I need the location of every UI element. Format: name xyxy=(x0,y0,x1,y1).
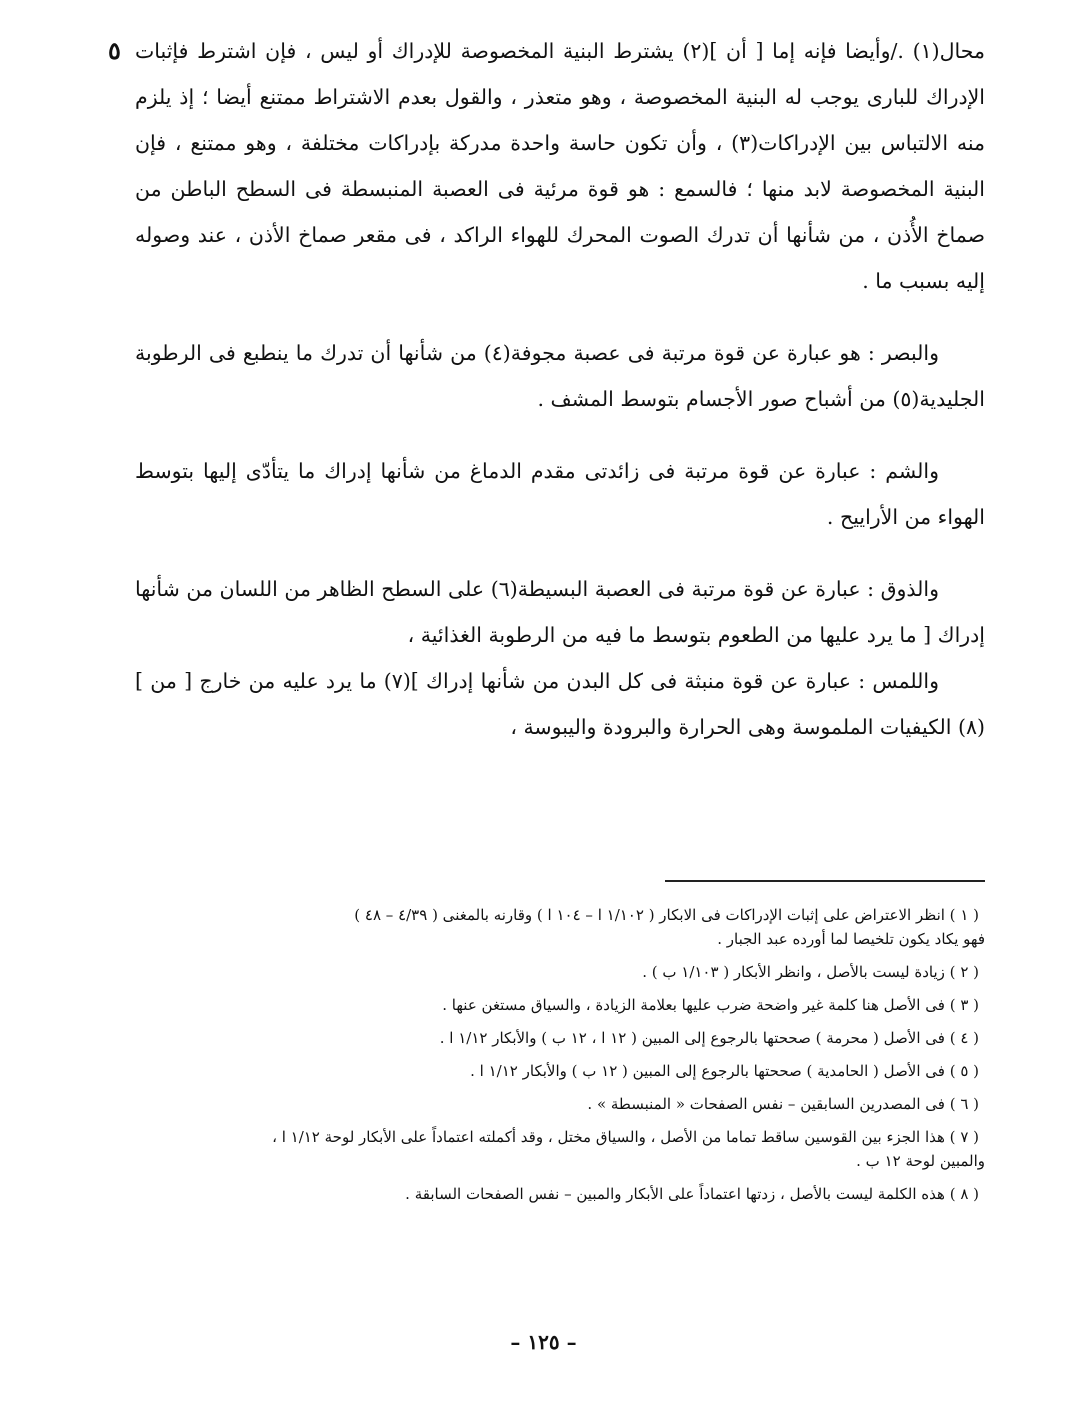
footnote-text: ( ٧ ) هذا الجزء بين القوسين ساقط تماما من الأصل ، والسياق مختل ، وقد أكملته اعتماداً على الأبكار لوحة ١/١٢ ا ، xyxy=(272,1128,979,1146)
footnote-continuation: فهو يكاد يكون تلخيصا لما أورده عبد الجبار . xyxy=(717,930,985,948)
footnote-6 xyxy=(135,1094,985,1114)
paragraph-sight: والبصر : هو عبارة عن قوة مرتبة فى عصبة مجوفة(٤) من شأنها أن تدرك ما ينطبع فى الرطوبة الجليدية(٥) من أشباح صور الأجسام بتوسط المشف . xyxy=(135,341,985,411)
footnotes xyxy=(135,905,985,1217)
footnote-1 xyxy=(135,905,985,949)
footnote-4 xyxy=(135,1028,985,1048)
footnote-text: ( ١ ) انظر الاعتراض على إثبات الإدراكات فى الابكار ( ١/١٠٢ ا – ١٠٤ ا ) وقارنه بالمغنى ( ٤/٣٩ – ٤٨ ) xyxy=(354,906,979,924)
margin-line-number: ٥ xyxy=(108,36,121,65)
footnote-5 xyxy=(135,1061,985,1081)
footnote-text: ( ٤ ) فى الأصل ( محرمة ) صححتها بالرجوع إلى المبين ( ١٢ ا ، ١٢ ب ) والأبكار ١/١٢ ا . xyxy=(439,1029,979,1047)
footnote-7 xyxy=(135,1127,985,1171)
footnote-text: ( ٥ ) فى الأصل ( الحامدية ) صححتها بالرجوع إلى المبين ( ١٢ ب ) والأبكار ١/١٢ ا . xyxy=(470,1062,979,1080)
footnote-8 xyxy=(135,1184,985,1204)
paragraph-taste: والذوق : عبارة عن قوة مرتبة فى العصبة البسيطة(٦) على السطح الظاهر من اللسان من شأنها إدراك [ ما يرد عليها من الطعوم بتوسط ما فيه من الرطوبة الغذائية ، xyxy=(135,577,985,647)
paragraph-touch: واللمس : عبارة عن قوة منبثة فى كل البدن من شأنها إدراك ](٧) ما يرد عليه من خارج [ من ](٨) الكيفيات الملموسة وهى الحرارة والبرودة واليبوسة ، xyxy=(135,669,985,739)
footnote-3 xyxy=(135,995,985,1015)
footnote-2 xyxy=(135,962,985,982)
footnote-text: ( ٣ ) فى الأصل هنا كلمة غير واضحة ضرب عليها بعلامة الزيادة ، والسياق مستغن عنها . xyxy=(442,996,979,1014)
footnote-continuation: والمبين لوحة ١٢ ب . xyxy=(856,1152,985,1170)
paragraph-hearing: محال(١) ./وأيضا فإنه إما [ أن ](٢) يشترط البنية المخصوصة للإدراك أو ليس ، فإن اشترط فإثبات الإدراك للبارى يوجب له البنية المخصوصة ، وهو متعذر ، والقول بعدم الاشتراط ممتنع أيضا ؛ إذ يلزم منه الالتباس بين الإدراكات(٣) ، وأن تكون حاسة واحدة مدركة بإدراكات مختلفة ، وهو ممتنع ، فإن البنية المخصوصة لابد منها ؛ فالسمع : هو قوة مرئية فى العصبة المنبسطة فى السطح الباطن من صماخ الأُذن ، من شأنها أن تدرك الصوت المحرك للهواء الراكد ، فى مقعر صماخ الأذن ، عند وصوله إليه بسبب ما . xyxy=(135,39,985,293)
main-text xyxy=(135,28,985,750)
page-number: – ١٢٥ – xyxy=(510,1330,577,1354)
footnote-text: ( ٦ ) فى المصدرين السابقين – نفس الصفحات « المنبسطة » . xyxy=(587,1095,979,1113)
footnote-text: ( ٢ ) زيادة ليست بالأصل ، وانظر الأبكار ( ١/١٠٣ ب ) . xyxy=(642,963,979,981)
footnote-divider xyxy=(665,880,985,882)
footnote-text: ( ٨ ) هذه الكلمة ليست بالأصل ، زدتها اعتماداً على الأبكار والمبين – نفس الصفحات السابقة . xyxy=(405,1185,979,1203)
paragraph-smell: والشم : عبارة عن قوة مرتبة فى زائدتى مقدم الدماغ من شأنها إدراك ما يتأدّى إليها بتوسط الهواء من الأراييح . xyxy=(135,459,985,529)
